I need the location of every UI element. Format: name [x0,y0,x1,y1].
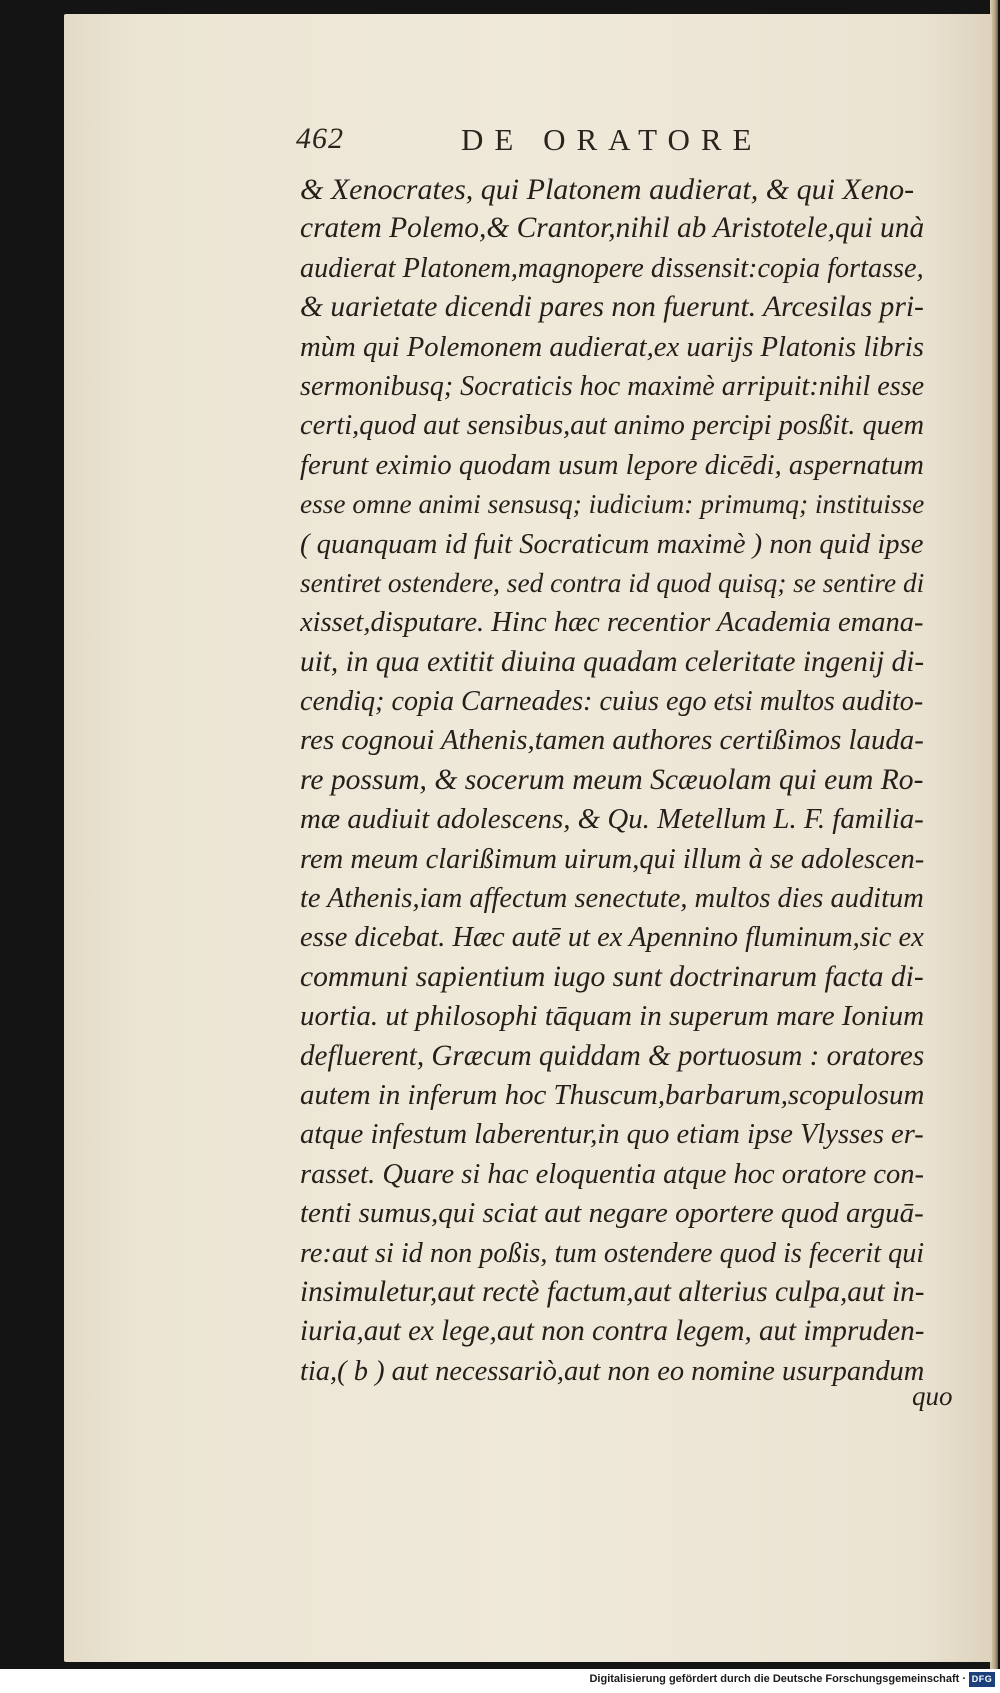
text-line: mùm qui Polemonem audierat,ex uarijs Platonis libris [300,330,924,363]
text-line: audierat Platonem,magnopere dissensit:copia fortasse, [300,252,924,284]
text-line: sermonibusq; Socraticis hoc maximè arripuit:nihil esse [300,370,925,402]
text-line: re possum, & socerum meum Scæuolam qui eum Ro- [300,763,924,796]
text-line: certi,quod aut sensibus,aut animo percipi posßit. quem [300,410,925,442]
text-line: uit, in qua extitit diuina quadam celeritate ingenij di- [300,645,925,678]
text-line: esse omne animi sensusq; iudicium: primumq; instituisse [300,489,925,520]
text-line: xisset,disputare. Hinc hæc recentior Academia emana- [300,607,924,639]
text-line: ( quanquam id fuit Socraticum maximè ) non quid ipse [300,528,924,560]
text-line: cendiq; copia Carneades: cuius ego etsi multos audito- [300,686,924,718]
text-line: tia,( b ) aut necessariò,aut non eo nomine usurpandum [300,1355,925,1387]
text-line: re:aut si id non poßis, tum ostendere quod is fecerit qui [300,1237,925,1269]
dfg-logo-icon: DFG [969,1672,995,1687]
text-line: mæ audiuit adolescens, & Qu. Metellum L. F. familia- [300,803,924,836]
running-head-title: DE ORATORE [461,122,763,157]
text-line: atque infestum laberentur,in quo etiam ipse Vlysses er- [300,1119,924,1151]
footer-bar [0,1669,1000,1693]
text-line: esse dicebat. Hæc autē ut ex Apennino fluminum,sic ex [300,922,924,954]
text-line: sentiret ostendere, sed contra id quod quisq; se sentire di [300,567,925,598]
text-line: insimuletur,aut rectè factum,aut alterius culpa,aut in- [300,1275,925,1308]
text-line: te Athenis,iam affectum senectute, multos dies auditum [300,883,924,915]
text-line: tenti sumus,qui sciat aut negare oportere quod arguā- [300,1197,924,1230]
text-line: rasset. Quare si hac eloquentia atque hoc oratore con- [300,1158,924,1190]
text-line: autem in inferum hoc Thuscum,barbarum,scopulosum [300,1078,925,1111]
text-line: res cognoui Athenis,tamen authores certißimos lauda- [300,724,924,757]
funding-note: Digitalisierung gefördert durch die Deutsche Forschungsgemeinschaft · [589,1673,966,1685]
running-head [296,122,936,166]
text-line: defluerent, Græcum quiddam & portuosum : oratores [300,1039,925,1072]
text-line: & Xenocrates, qui Platonem audierat, & qui Xeno- [300,173,915,206]
text-line: communi sapientium iugo sunt doctrinarum facta di- [300,960,924,993]
text-line: iuria,aut ex lege,aut non contra legem, aut impruden- [300,1315,925,1348]
text-line: & uarietate dicendi pares non fuerunt. Arcesilas pri- [300,291,924,324]
page-number: 462 [296,122,344,155]
text-line: uortia. ut philosophi tāquam in superum mare Ionium [300,1000,925,1033]
text-line: ferunt eximio quodam usum lepore dicēdi, aspernatum [300,449,924,481]
text-line: cratem Polemo,& Crantor,nihil ab Aristotele,qui unà [300,212,925,245]
catchword: quo [912,1381,953,1411]
body-text [300,170,960,1391]
text-line: rem meum clarißimum uirum,qui illum à se adolescen- [300,843,925,875]
